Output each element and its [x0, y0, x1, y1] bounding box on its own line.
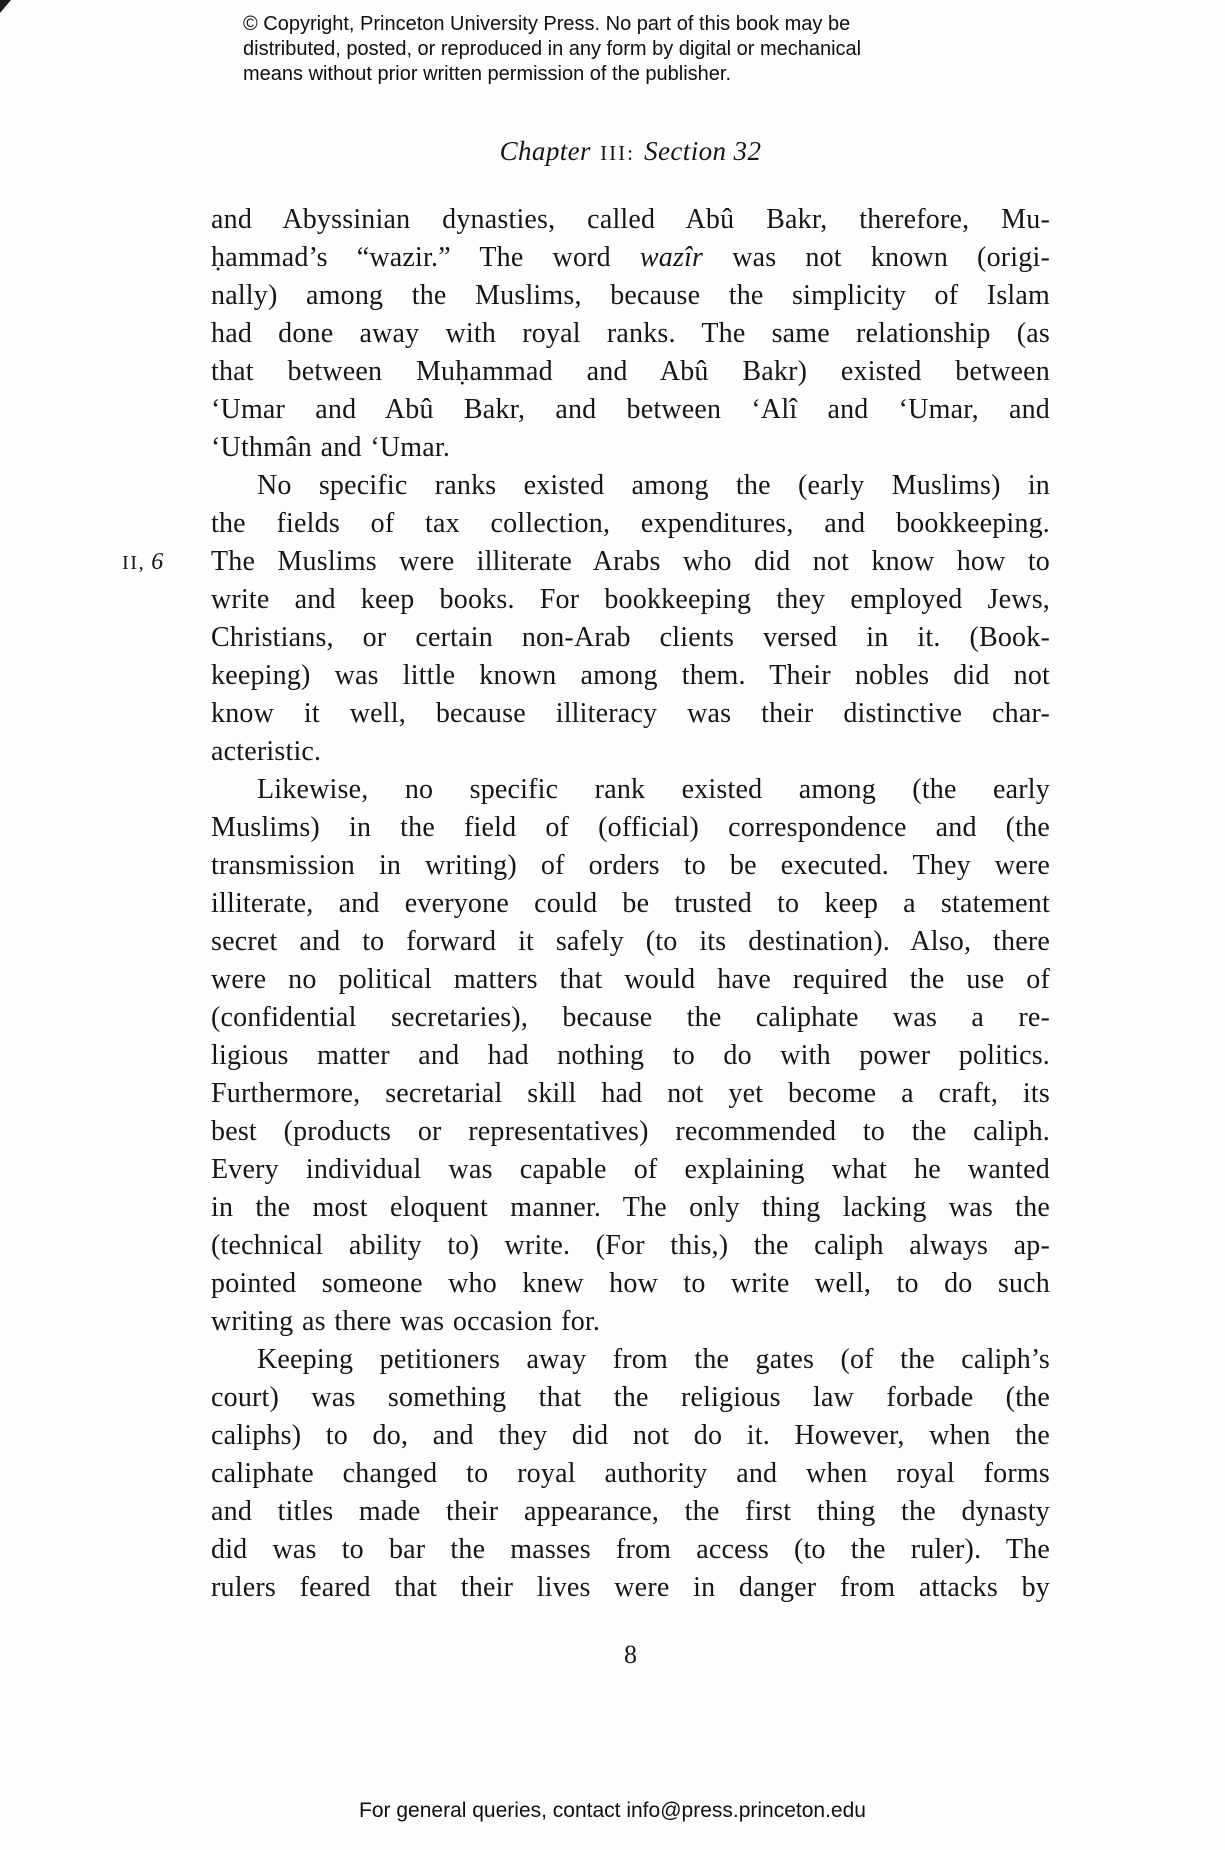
text-line: Likewise, no specific rank existed among (the early [257, 774, 1050, 805]
text-line: The Muslims were illiterate Arabs who did not know how to [211, 546, 1050, 577]
text-line: caliphs) to do, and they did not do it. However, when the [211, 1420, 1050, 1451]
text-line: had done away with royal ranks. The same relationship (as [211, 318, 1050, 349]
text-line: Furthermore, secretarial skill had not yet become a craft, its [211, 1078, 1050, 1109]
page-number: 8 [624, 1640, 637, 1669]
text-line: did was to bar the masses from access (to the ruler). The [211, 1534, 1050, 1565]
chapter-numeral: III: [600, 141, 635, 165]
text-line: best (products or representatives) recommended to the caliph. [211, 1116, 1050, 1147]
paragraph [211, 1341, 1050, 1607]
text-line: rulers feared that their lives were in danger from attacks by [211, 1572, 1050, 1603]
text-line: pointed someone who knew how to write well, to do such [211, 1268, 1050, 1299]
text-line: nally) among the Muslims, because the simplicity of Islam [211, 280, 1050, 311]
text-line: ligious matter and had nothing to do with power politics. [211, 1040, 1050, 1071]
margin-note-volume: II, [122, 552, 146, 574]
text-line: keeping) was little known among them. Their nobles did not [211, 660, 1050, 691]
text-line: Muslims) in the field of (official) correspondence and (the [211, 812, 1050, 843]
margin-note [122, 543, 163, 582]
text-line: ‘Uthmân and ‘Umar. [211, 432, 451, 463]
text-line: were no political matters that would have required the use of [211, 964, 1050, 995]
text-line: acteristic. [211, 736, 322, 767]
paragraph [211, 201, 1050, 467]
text-line: that between Muḥammad and Abû Bakr) existed between [211, 356, 1050, 387]
copyright-line: means without prior written permission of the publisher. [243, 63, 732, 85]
text-line: the fields of tax collection, expenditures, and bookkeeping. [211, 508, 1050, 539]
scan-corner-artifact [0, 0, 11, 13]
copyright-line: © Copyright, Princeton University Press. No part of this book may be [243, 13, 851, 35]
text-line: secret and to forward it safely (to its destination). Also, there [211, 926, 1050, 957]
text-line: (technical ability to) write. (For this,) the caliph always ap- [211, 1230, 1050, 1261]
section-label: Section 32 [644, 136, 762, 166]
text-line: ḥammad’s “wazir.” The word wazîr was not known (origi- [211, 242, 1050, 273]
text-line: transmission in writing) of orders to be executed. They were [211, 850, 1050, 881]
text-line: Keeping petitioners away from the gates (of the caliph’s [257, 1344, 1050, 1375]
copyright-notice [243, 12, 861, 87]
text-line: writing as there was occasion for. [211, 1306, 601, 1337]
body-text [211, 201, 1050, 1607]
text-line: know it well, because illiteracy was their distinctive char- [211, 698, 1050, 729]
text-line: and titles made their appearance, the first thing the dynasty [211, 1496, 1050, 1527]
copyright-line: distributed, posted, or reproduced in any form by digital or mechanical [243, 38, 862, 60]
margin-note-number: 6 [151, 549, 164, 575]
text-line: in the most eloquent manner. The only thing lacking was the [211, 1192, 1050, 1223]
text-line: ‘Umar and Abû Bakr, and between ‘Alî and ‘Umar, and [211, 394, 1050, 425]
chapter-heading [211, 136, 1050, 167]
text-line: Christians, or certain non-Arab clients versed in it. (Book- [211, 622, 1050, 653]
paragraph [211, 467, 1050, 771]
text-line: (confidential secretaries), because the caliphate was a re- [211, 1002, 1050, 1033]
text-line: No specific ranks existed among the (early Muslims) in [257, 470, 1050, 501]
text-line: write and keep books. For bookkeeping they employed Jews, [211, 584, 1050, 615]
text-line: illiterate, and everyone could be trusted to keep a statement [211, 888, 1050, 919]
text-line: Every individual was capable of explaining what he wanted [211, 1154, 1050, 1185]
text-line: court) was something that the religious law forbade (the [211, 1382, 1050, 1413]
text-line: caliphate changed to royal authority and when royal forms [211, 1458, 1050, 1489]
footer-queries-line: For general queries, contact info@press.princeton.edu [359, 1799, 866, 1822]
paragraph [211, 771, 1050, 1341]
chapter-word: Chapter [499, 136, 591, 166]
text-line: and Abyssinian dynasties, called Abû Bakr, therefore, Mu- [211, 204, 1050, 235]
